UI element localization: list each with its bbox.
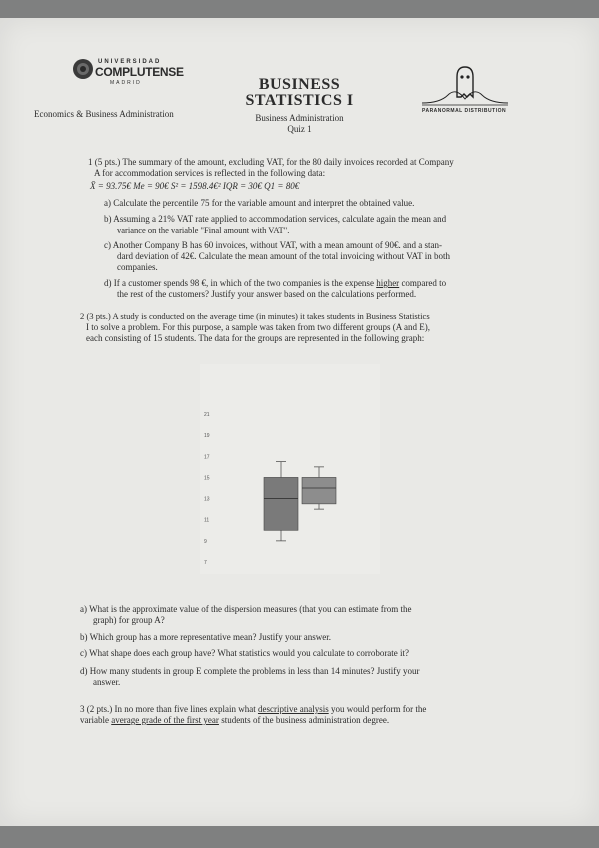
- ghost-distribution-logo-icon: [420, 65, 510, 107]
- q2-item-d-line1: d) How many students in group E complete the problems in less than 14 minutes? Justify your: [80, 666, 420, 676]
- q3-line2: [80, 715, 389, 726]
- q2-intro-line3: each consisting of 15 students. The data for the groups are represented in the following graph:: [86, 333, 425, 343]
- q3-text-end: you would perform for the: [328, 704, 427, 714]
- q1-item-b-line2: variance on the variable "Final amount with VAT".: [117, 225, 290, 235]
- boxplot-box: [302, 477, 336, 503]
- q3-line1: [80, 704, 426, 715]
- q1-intro-line1: 1 (5 pts.) The summary of the amount, excluding VAT, for the 80 daily invoices recorded at Company: [88, 157, 454, 167]
- y-tick-label: 13: [204, 496, 210, 503]
- q3-underlined: descriptive analysis: [257, 704, 329, 714]
- q2-item-a-line1: a) What is the approximate value of the dispersion measures (that you can estimate from the: [80, 604, 412, 614]
- brand-label: PARANORMAL DISTRIBUTION: [422, 108, 507, 114]
- y-tick-label: 21: [204, 412, 210, 418]
- y-tick-label: 7: [204, 560, 207, 566]
- q1-item-d-line2: the rest of the customers? Justify your answer based on the calculations performed.: [117, 289, 417, 299]
- quiz-label: Quiz 1: [287, 124, 312, 134]
- q1-item-d-text: d) If a customer spends 98 €, in which of the two companies is the expense: [104, 278, 377, 288]
- q2-intro-line2: I to solve a problem. For this purpose, a sample was taken from two different groups (A and E),: [86, 322, 431, 332]
- q2-item-b: b) Which group has a more representative mean? Justify your answer.: [80, 632, 332, 642]
- q1-item-d-underlined: higher: [376, 278, 400, 288]
- q3-text-2-end: students of the business administration degree.: [218, 715, 390, 725]
- page-title-line1: BUSINESS: [258, 76, 341, 93]
- q3-text-2: variable: [80, 715, 112, 725]
- q1-item-c-line3: companies.: [117, 262, 158, 272]
- chart-background: [200, 364, 380, 574]
- q3-text: 3 (2 pts.) In no more than five lines explain what: [80, 704, 258, 714]
- page-subtitle: Business Administration: [255, 113, 344, 123]
- q2-item-a-line2: graph) for group A?: [93, 615, 165, 625]
- q2-item-d-line2: answer.: [93, 677, 121, 687]
- q1-item-d-line1: [104, 278, 446, 289]
- university-label-top: UNIVERSIDAD: [98, 59, 162, 65]
- q1-item-b-line1: b) Assuming a 21% VAT rate applied to accommodation services, calculate again the mean and: [104, 214, 447, 224]
- page-title-line2: STATISTICS I: [245, 92, 354, 109]
- q1-intro-line2: A for accommodation services is reflected in the following data:: [94, 168, 326, 178]
- y-tick-label: 19: [204, 433, 210, 440]
- q2-intro-line1: 2 (3 pts.) A study is conducted on the average time (in minutes) it takes students in Business Statistics: [80, 311, 430, 321]
- q2-item-c: c) What shape does each group have? What statistics would you calculate to corroborate it?: [80, 648, 410, 658]
- department-label: Economics & Business Administration: [34, 109, 174, 119]
- q1-item-c-line2: dard deviation of 42€. Calculate the mean amount of the total invoicing without VAT in both: [117, 251, 450, 261]
- q1-item-d-text-end: compared to: [399, 278, 447, 288]
- document-page: [0, 18, 599, 826]
- y-tick-label: 15: [204, 475, 210, 482]
- q1-item-c-line1: c) Another Company B has 60 invoices, without VAT, with a mean amount of 90€. and a stan-: [104, 240, 442, 250]
- university-name: COMPLUTENSE: [95, 65, 184, 79]
- q3-underlined-2: average grade of the first year: [111, 715, 219, 725]
- y-tick-label: 9: [204, 538, 207, 545]
- q1-item-a: a) Calculate the percentile 75 for the variable amount and interpret the obtained value.: [104, 198, 415, 208]
- y-tick-label: 17: [204, 454, 210, 461]
- university-label-bottom: MADRID: [110, 80, 142, 86]
- boxplot-box: [264, 477, 298, 530]
- q1-stats: X̄ = 93.75€ Me = 90€ S² = 1598.4€² IQR = 30€ Q1 = 80€: [90, 181, 300, 191]
- y-tick-label: 11: [204, 517, 210, 524]
- boxplot-chart: [200, 364, 380, 574]
